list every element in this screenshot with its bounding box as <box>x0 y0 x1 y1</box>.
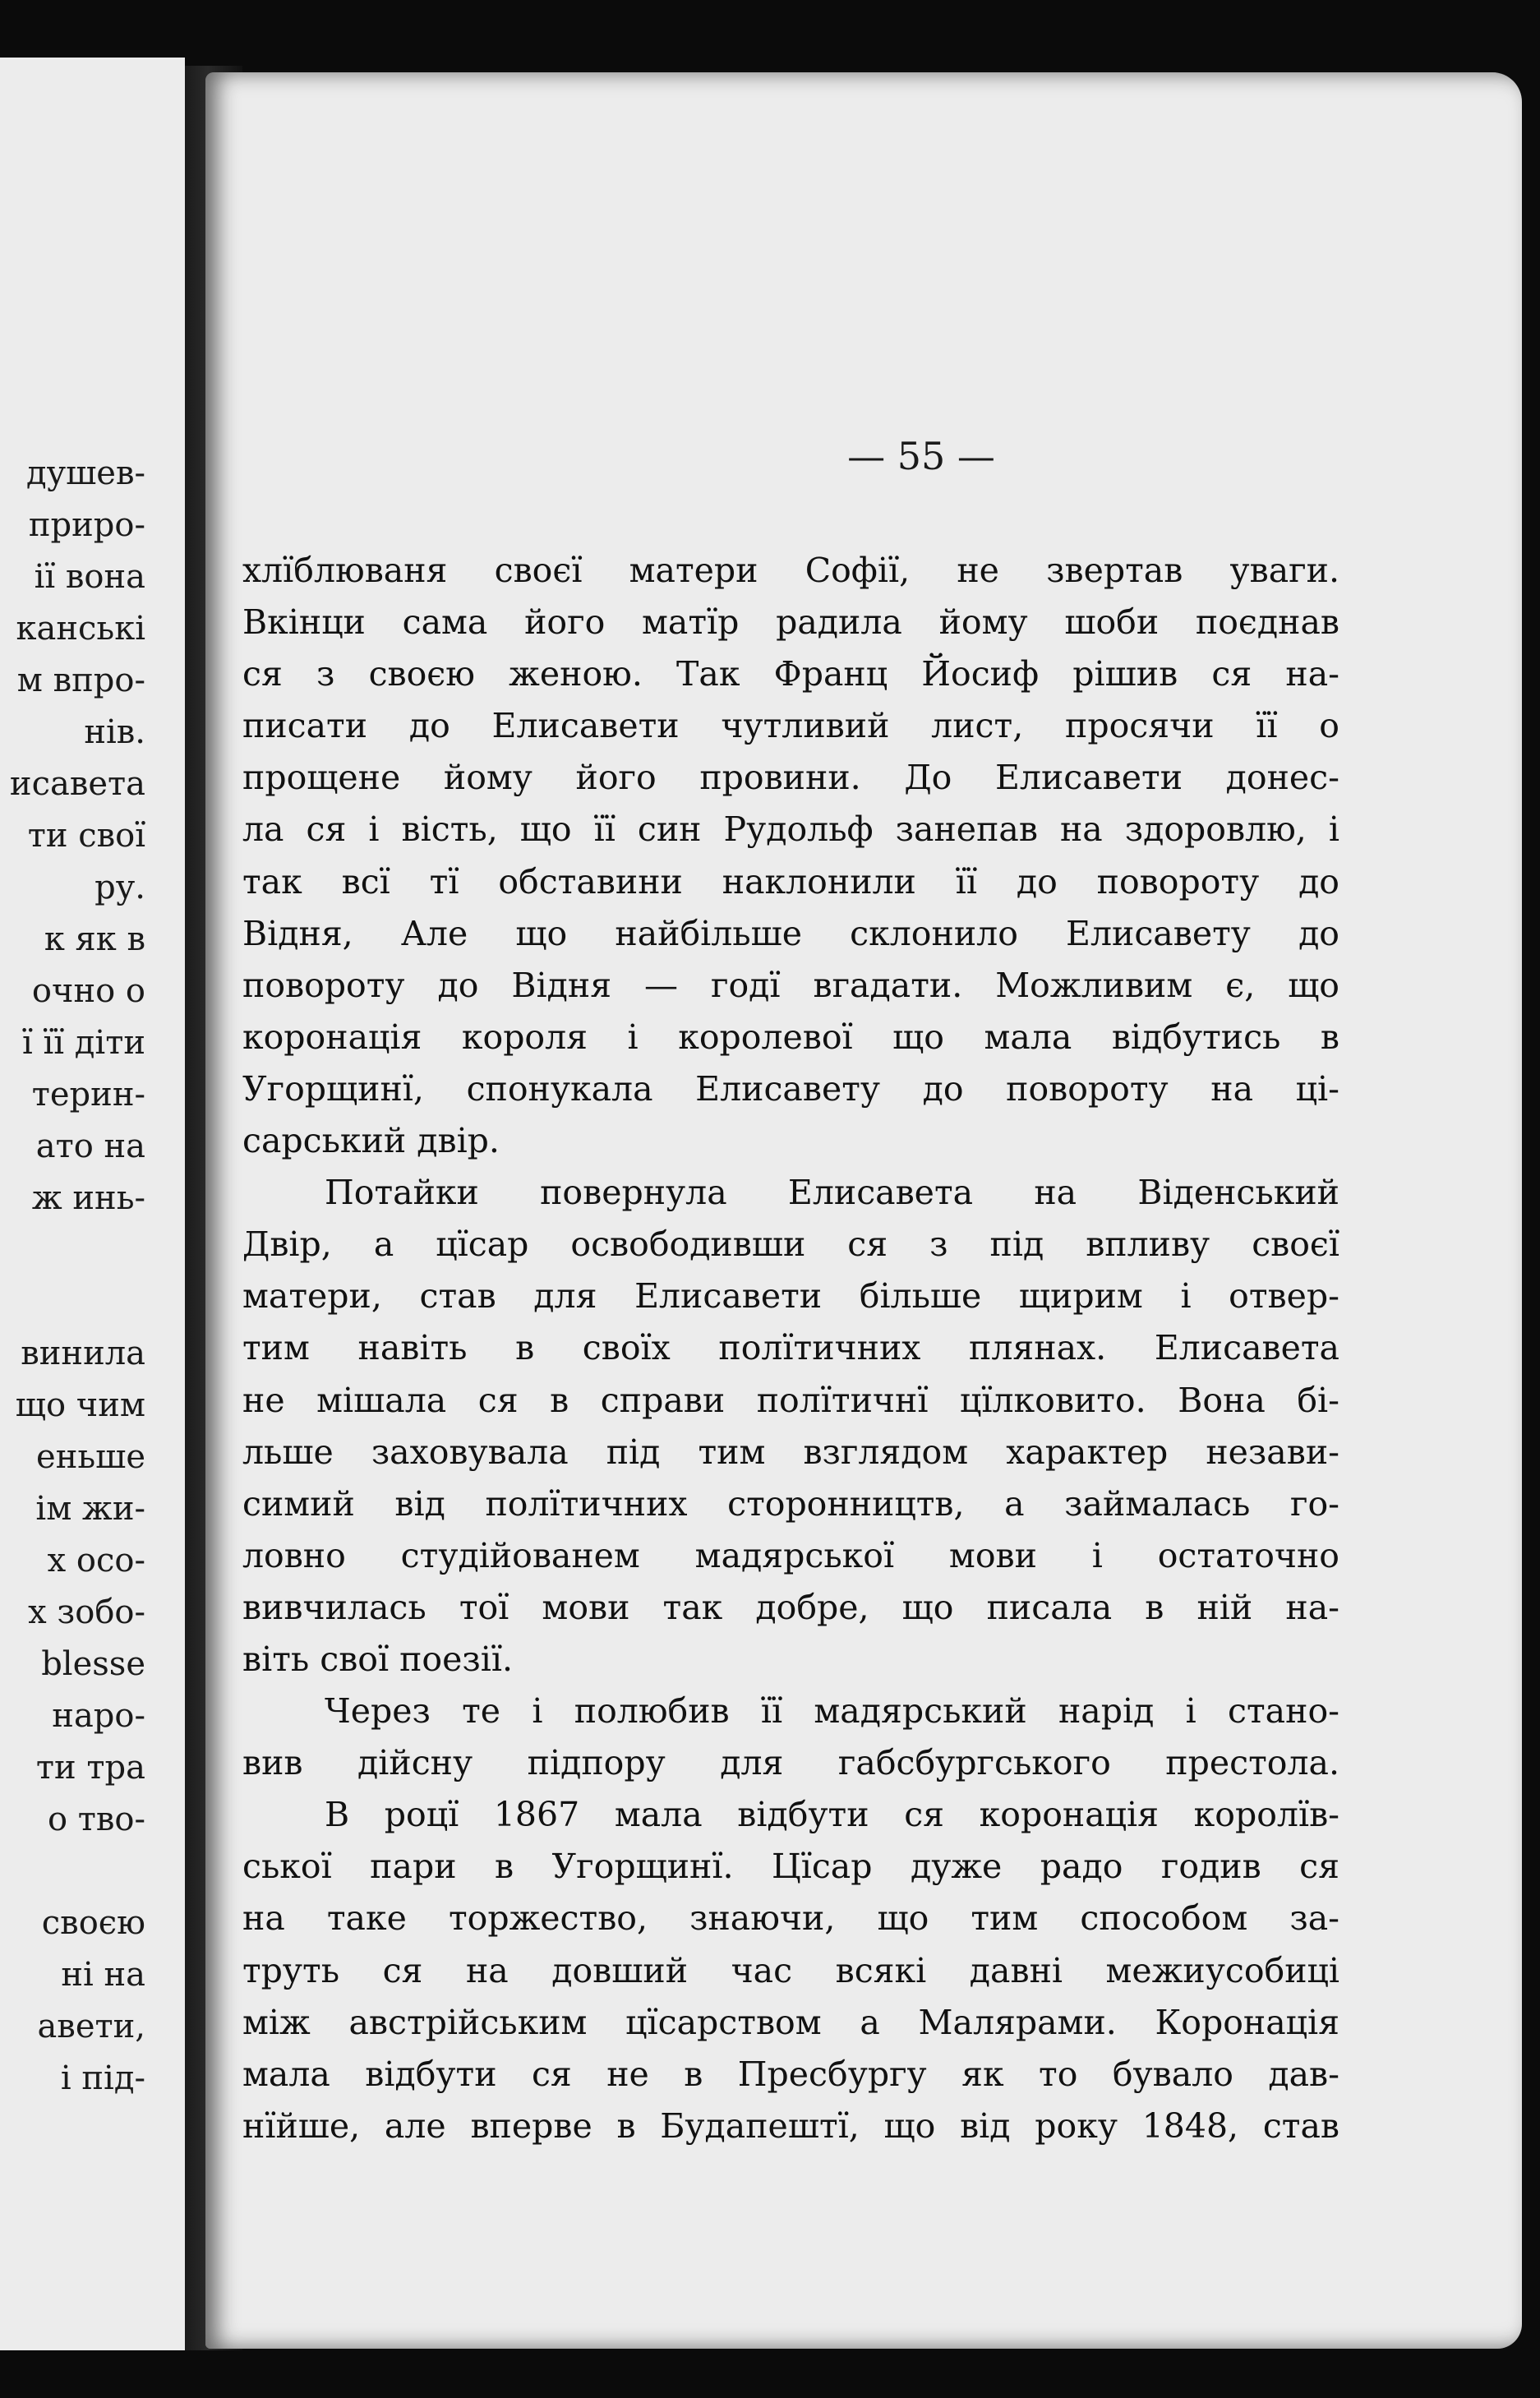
text-line: писати до Елисавети чутливий лист, просячи її о <box>242 706 1339 746</box>
left-page-line <box>10 1846 145 1898</box>
text-line: нїйше, але вперве в Будапештї, що від року 1848, став <box>242 2105 1339 2146</box>
left-page-line: х осо- <box>47 1542 145 1579</box>
left-page-line: к як в <box>44 920 145 958</box>
text-line: В роцї 1867 мала відбути ся коронація королїв- <box>325 1795 1339 1835</box>
text-line: вив дійсну підпору для габсбургського престола. <box>242 1743 1339 1783</box>
text-line: не мішала ся в справи полїтичнї цїлковито. Вона бі- <box>242 1380 1339 1420</box>
text-line: віть свої поезії. <box>242 1639 514 1679</box>
left-page-line: і під- <box>60 2059 145 2097</box>
left-page-line: ії вона <box>34 558 145 596</box>
text-line: хлїблюваня своєї матери Софії, не звертав уваги. <box>242 551 1339 590</box>
text-line: повороту до Відня — годї вгадати. Можливим є, що <box>242 965 1339 1005</box>
left-page-line: ру. <box>95 869 145 906</box>
left-page-line: исавета <box>9 765 145 803</box>
text-line: матери, став для Елисавети більше щирим і отвер- <box>242 1276 1339 1317</box>
text-line: Вкінци сама його матїр радила йому шоби поєднав <box>242 602 1339 643</box>
left-page-line: терин- <box>31 1076 145 1114</box>
left-page-line: приро- <box>28 506 145 544</box>
left-page-line: ато на <box>35 1128 145 1165</box>
text-line: ла ся і вість, що її син Рудольф занепав на здоровлю, і <box>242 809 1339 850</box>
text-line: вивчилась тої мови так добре, що писала в ній на- <box>242 1587 1339 1627</box>
left-page-line: винила <box>21 1335 145 1372</box>
text-line: прощене йому його провини. До Елисавети донес- <box>242 758 1339 798</box>
text-line: Потайки повернула Елисавета на Віденський <box>325 1173 1339 1213</box>
text-line: на таке торжество, знаючи, що тим способом за- <box>242 1898 1339 1939</box>
page-number: — 55 — <box>847 434 995 478</box>
text-line: Угорщинї, спонукала Елисавету до повороту на ці- <box>242 1068 1339 1109</box>
left-page-line: еньше <box>36 1438 145 1476</box>
left-page-line: ї її діти <box>21 1024 145 1062</box>
text-line: труть ся на довший час всякі давні межиусобиці <box>242 1950 1339 1990</box>
text-line: мала відбути ся не в Пресбургу як то бувало дав- <box>242 2054 1339 2094</box>
text-line: так всї тї обставини наклонили її до повороту до <box>242 861 1339 902</box>
left-page-line: канські <box>16 610 145 648</box>
text-line: ловно студійованем мадярської мови і остаточно <box>242 1535 1339 1575</box>
right-page <box>205 72 1522 2349</box>
text-line: між австрійським цїсарством а Малярами. Коронація <box>242 2002 1339 2042</box>
left-page-line: нів. <box>84 713 145 751</box>
text-line: льше заховувала під тим взглядом характер незави- <box>242 1432 1339 1472</box>
text-line: Двір, а цїсар освободивши ся з під впливу своєї <box>242 1224 1339 1265</box>
left-page-line: авети, <box>37 2008 145 2045</box>
left-page-line <box>10 1276 145 1328</box>
left-page-line: наро- <box>52 1697 145 1735</box>
left-page-line: blesse <box>41 1645 145 1683</box>
left-page-line: м впро- <box>16 662 145 699</box>
text-line: сарський двір. <box>242 1121 500 1161</box>
left-page-line: очно о <box>31 972 145 1010</box>
left-page-line: своєю <box>41 1904 145 1942</box>
left-page-line: о тво- <box>47 1801 145 1838</box>
left-page-line: душев- <box>25 454 145 492</box>
left-page-text <box>10 448 145 2105</box>
text-line: коронація короля і королевої що мала відбутись в <box>242 1017 1339 1057</box>
left-page-line <box>10 1224 145 1276</box>
left-page-line: ж инь- <box>31 1179 145 1217</box>
left-page <box>0 58 185 2350</box>
text-line: ся з своєю женою. Так Франц Йосиф рішив ся на- <box>242 654 1339 694</box>
text-line: ської пари в Угорщинї. Цїсар дуже радо годив ся <box>242 1847 1339 1887</box>
left-page-line: ні на <box>61 1956 145 1994</box>
left-page-line: що чим <box>15 1386 145 1424</box>
left-page-line: ім жи- <box>35 1490 145 1528</box>
text-line: Відня, Але що найбільше склонило Елисавету до <box>242 913 1339 953</box>
page-body-text <box>242 545 1339 2152</box>
text-line: симий від полїтичних сторонництв, а займалась го- <box>242 1483 1339 1524</box>
left-page-line: х зобо- <box>28 1593 145 1631</box>
left-page-line: ти свої <box>27 817 145 855</box>
text-line: тим навіть в своїх полїтичних плянах. Елисавета <box>242 1328 1339 1368</box>
left-page-line: ти тра <box>35 1749 145 1787</box>
text-line: Через те і полюбив її мадярський нарід і станo- <box>325 1691 1339 1732</box>
